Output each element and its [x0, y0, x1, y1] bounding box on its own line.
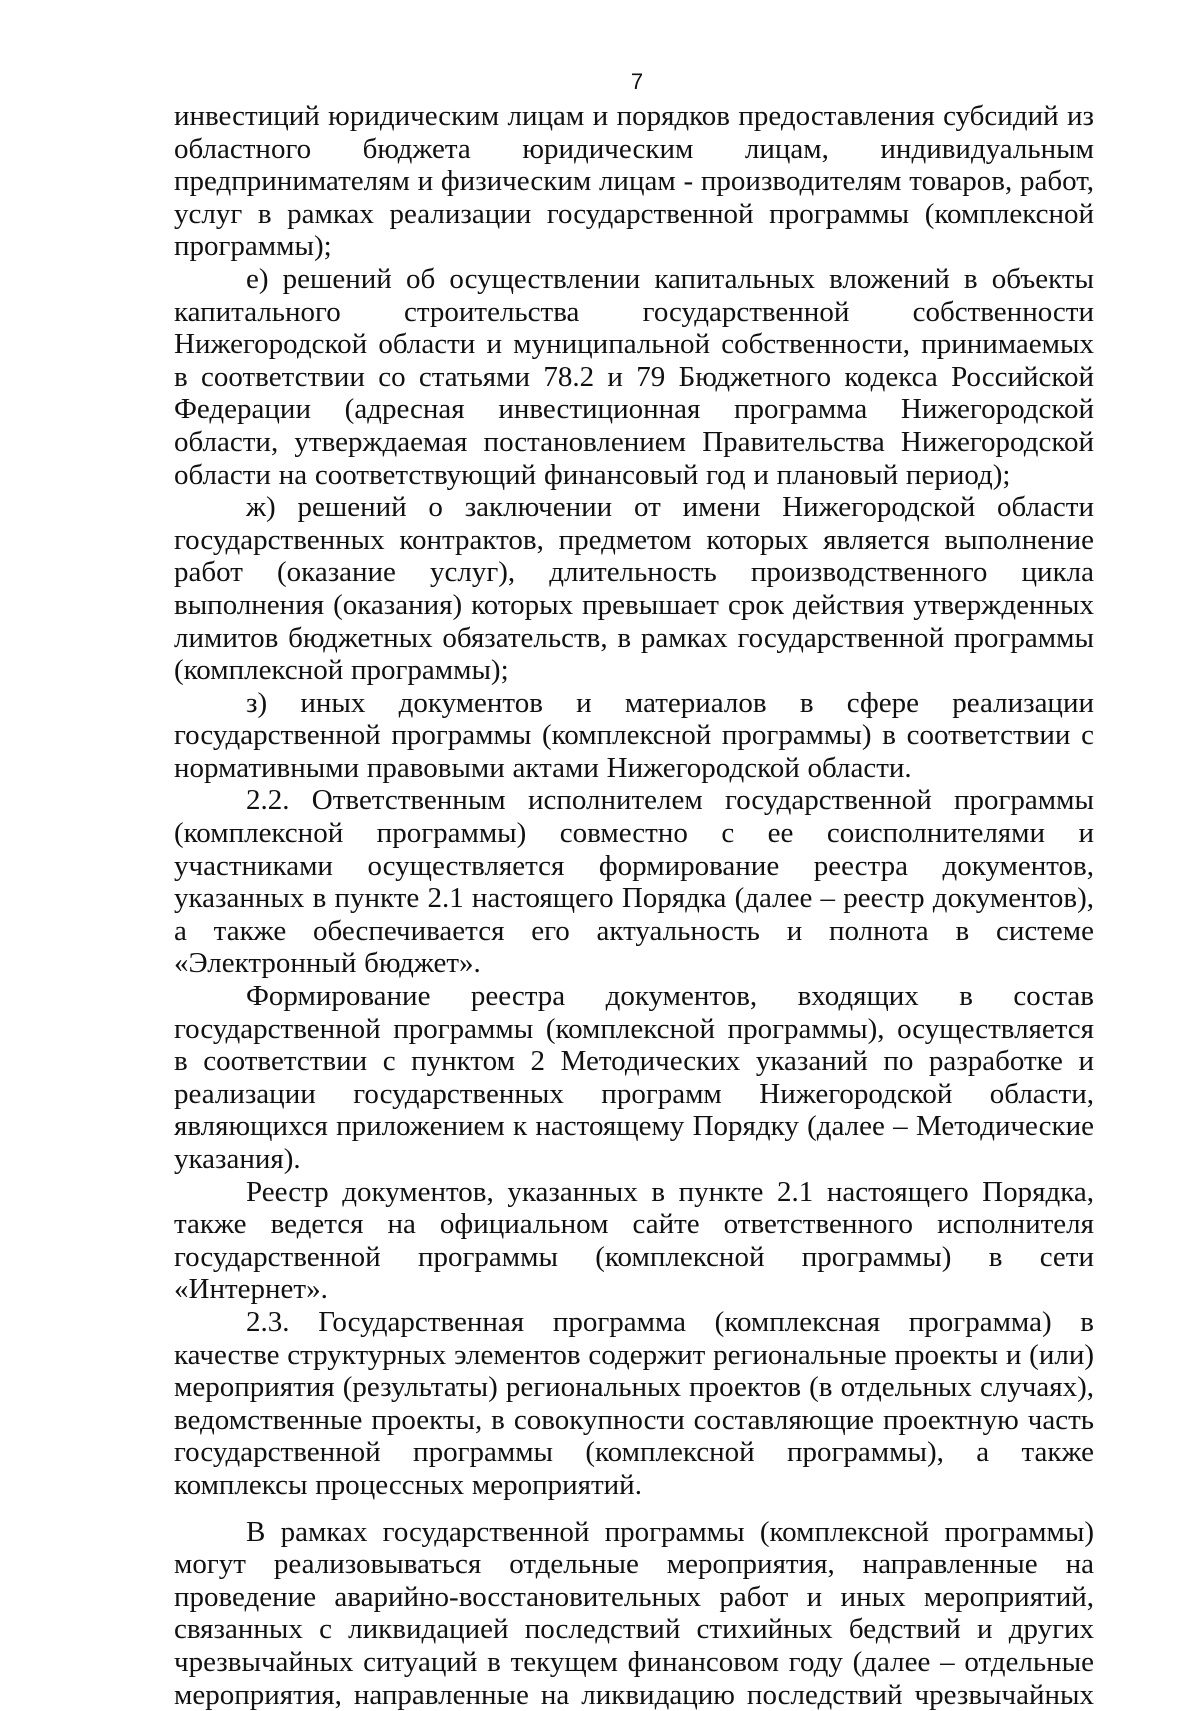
paragraph-item-e: е) решений об осуществлении капитальных вложений в объекты капитального строительства государственной собственности Нижегородской области и муниципальной собственности, принимаемых в соответствии со статьями 78.2 и 79 Бюджетного кодекса Российской Федерации (адресная инвестиционная программа Нижегородской области, утверждаемая постановлением Правительства Нижегородской области на соответствующий финансовый год и плановый период); [174, 262, 1094, 491]
paragraph-registry-website: Реестр документов, указанных в пункте 2.1 настоящего Порядка, также ведется на официальном сайте ответственного исполнителя государственной программы (комплексной программы) в сети «Интернет». [174, 1175, 1094, 1306]
paragraph-item-zh: ж) решений о заключении от имени Нижегородской области государственных контрактов, предметом которых является выполнение работ (оказание услуг), длительность производственного цикла выполнения (оказания) которых превышает срок действия утвержденных лимитов бюджетных обязательств, в рамках государственной программы (комплексной программы); [174, 491, 1094, 687]
paragraph-separate-measures: В рамках государственной программы (комплексной программы) могут реализовываться отдельные мероприятия, направленные на проведение аварийно-восстановительных работ и иных мероприятий, связанных с ликвидацией последствий стихийных бедствий и других чрезвычайных ситуаций в текущем финансовом году (далее – отдельные мероприятия, направленные на ликвидацию последствий чрезвычайных [174, 1515, 1094, 1711]
paragraph-registry-formation: Формирование реестра документов, входящих в состав государственной программы (комплексной программы), осуществляется в соответствии с пунктом 2 Методических указаний по разработке и реализации государственных программ Нижегородской области, являющихся приложением к настоящему Порядку (далее – Методические указания). [174, 980, 1094, 1175]
paragraph-investments-continuation: инвестиций юридическим лицам и порядков предоставления субсидий из областного бюджета юридическим лицам, индивидуальным предпринимателям и физическим лицам - производителям товаров, работ, услуг в рамках реализации государственной программы (комплексной программы); [174, 100, 1094, 263]
paragraph-2-3: 2.3. Государственная программа (комплексная программа) в качестве структурных элементов содержит региональные проекты и (или) мероприятия (результаты) региональных проектов (в отдельных случаях), ведомственные проекты, в совокупности составляющие проектную часть государственной программы (комплексной программы), а также комплексы процессных мероприятий. [174, 1305, 1094, 1501]
paragraph-2-2: 2.2. Ответственным исполнителем государственной программы (комплексной программы) совместно с ее соисполнителями и участниками осуществляется формирование реестра документов, указанных в пункте 2.1 настоящего Порядка (далее – реестр документов), а также обеспечивается его актуальность и полнота в системе «Электронный бюджет». [174, 784, 1094, 980]
paragraph-item-z: з) иных документов и материалов в сфере реализации государственной программы (комплексной программы) в соответствии с нормативными правовыми актами Нижегородской области. [174, 686, 1094, 784]
document-body [174, 100, 1094, 1711]
page-number: 7 [630, 69, 644, 94]
